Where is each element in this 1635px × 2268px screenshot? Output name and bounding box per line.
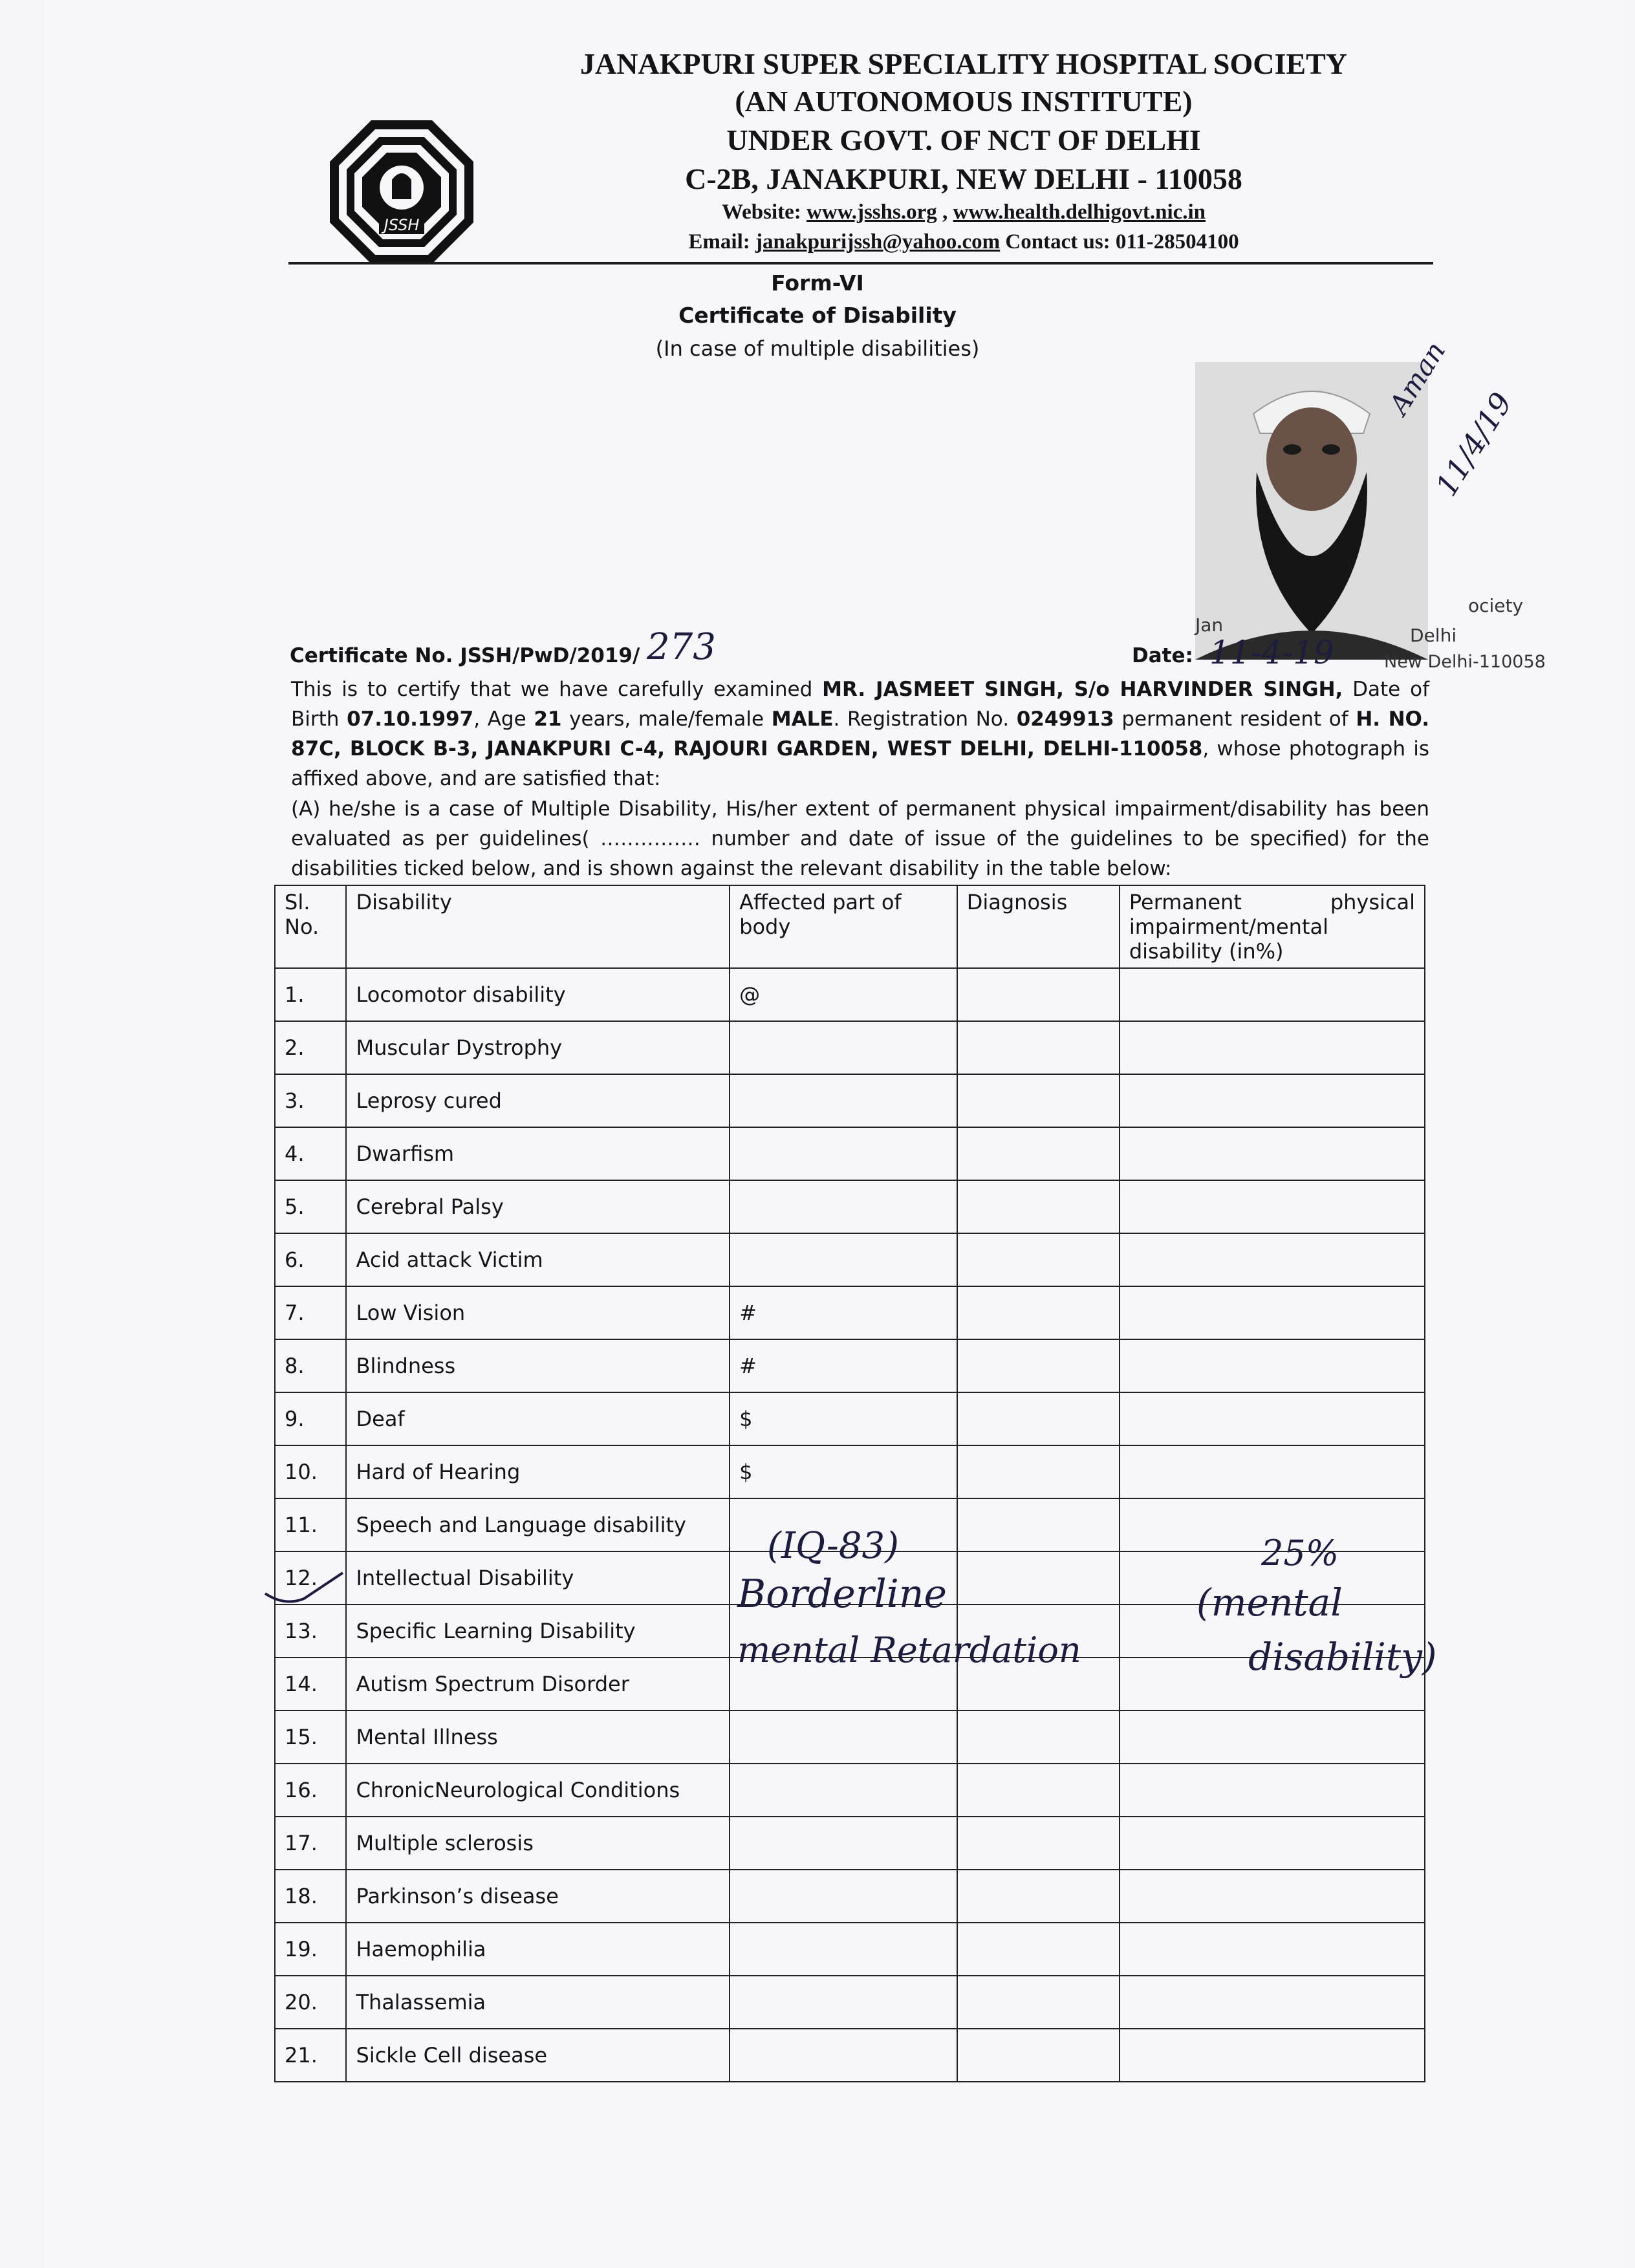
row-affected-part (730, 1127, 957, 1180)
certificate-number-label: Certificate No. JSSH/PwD/2019/ (290, 644, 640, 667)
row-disability: Dwarfism (346, 1127, 730, 1180)
institute-type: (AN AUTONOMOUS INSTITUTE) (735, 85, 1193, 118)
row-number: 6. (275, 1233, 346, 1286)
row-number: 1. (275, 968, 346, 1021)
row-affected-part (730, 1233, 957, 1286)
row-disability: Cerebral Palsy (346, 1180, 730, 1233)
table-row (275, 1445, 1425, 1498)
row-diagnosis (957, 968, 1120, 1021)
disability-table (274, 885, 1425, 2082)
row-disability: Thalassemia (346, 1976, 730, 2029)
header-divider (288, 262, 1433, 265)
row-number: 11. (275, 1498, 346, 1551)
gender: MALE (771, 707, 834, 731)
row-number: 12. (275, 1551, 346, 1604)
table-header-row (275, 885, 1425, 968)
row-number: 8. (275, 1339, 346, 1392)
table-row (275, 1870, 1425, 1923)
row-disability: ChronicNeurological Conditions (346, 1764, 730, 1817)
certificate-number-value: 273 (647, 626, 716, 668)
stamp-text-3: New Delhi-110058 (1384, 652, 1546, 672)
p1-text-a: This is to certify that we have carefully examined (291, 678, 823, 701)
row-impairment (1120, 2029, 1425, 2082)
row-disability: Specific Learning Disability (346, 1604, 730, 1658)
row-affected-part (730, 1976, 957, 2029)
tick-mark-icon (259, 1564, 369, 1609)
row-disability: Locomotor disability (346, 968, 730, 1021)
row-number: 7. (275, 1286, 346, 1339)
row-diagnosis (957, 1286, 1120, 1339)
row-diagnosis (957, 2029, 1120, 2082)
website-line (420, 200, 1507, 224)
header-diagnosis: Diagnosis (957, 885, 1120, 968)
registration-number: 0249913 (1016, 707, 1114, 731)
row-disability: Sickle Cell disease (346, 2029, 730, 2082)
photo-signature: Aman (1382, 336, 1452, 420)
certificate-title: Certificate of Disability (678, 303, 957, 328)
table-row (275, 1976, 1425, 2029)
row-diagnosis (957, 1498, 1120, 1551)
row-impairment (1120, 1976, 1425, 2029)
row-impairment (1120, 1392, 1425, 1445)
table-row (275, 1286, 1425, 1339)
row-disability: Blindness (346, 1339, 730, 1392)
row-number: 16. (275, 1764, 346, 1817)
row-affected-part (730, 1870, 957, 1923)
contact-text: Contact us: 011-28504100 (1005, 230, 1239, 254)
svg-text:JSSH: JSSH (384, 216, 420, 234)
row-impairment (1120, 1923, 1425, 1976)
table-row (275, 1817, 1425, 1870)
stamp-text-left: Jan (1195, 614, 1224, 636)
website-separator: , (937, 200, 953, 224)
table-row (275, 1127, 1425, 1180)
form-number: Form-VI (771, 270, 864, 296)
row-number: 4. (275, 1127, 346, 1180)
photo-signature-date: 11/4/19 (1428, 386, 1519, 502)
website-link-2[interactable]: www.health.delhigovt.nic.in (953, 200, 1206, 224)
row-disability: Haemophilia (346, 1923, 730, 1976)
address-line: C-2B, JANAKPURI, NEW DELHI - 110058 (685, 162, 1242, 195)
certificate-subtitle: (In case of multiple disabilities) (655, 336, 980, 361)
p1-text-d: years, male/female (561, 707, 772, 731)
certificate-number-row (290, 644, 640, 667)
row-affected-part (730, 1021, 957, 1074)
table-row (275, 1233, 1425, 1286)
row-impairment (1120, 1233, 1425, 1286)
row-affected-part (730, 1817, 957, 1870)
row-impairment (1120, 1074, 1425, 1127)
email-link[interactable]: janakpurijssh@yahoo.com (755, 230, 1001, 254)
row-affected-part: @ (730, 968, 957, 1021)
row-affected-part: $ (730, 1445, 957, 1498)
header-disability: Disability (346, 885, 730, 968)
row-impairment (1120, 968, 1425, 1021)
header-sl-no: Sl. No. (275, 885, 346, 968)
row-disability: Intellectual Disability (346, 1551, 730, 1604)
website-label: Website: (721, 200, 801, 224)
certification-paragraph (291, 675, 1429, 794)
row-impairment (1120, 1870, 1425, 1923)
handwritten-mental-2: disability) (1248, 1635, 1437, 1679)
row-number: 21. (275, 2029, 346, 2082)
row-diagnosis (957, 1021, 1120, 1074)
row-number: 5. (275, 1180, 346, 1233)
row-affected-part (730, 1923, 957, 1976)
row-disability: Mental Illness (346, 1711, 730, 1764)
table-row (275, 1711, 1425, 1764)
row-number: 3. (275, 1074, 346, 1127)
row-impairment (1120, 1817, 1425, 1870)
row-disability: Muscular Dystrophy (346, 1021, 730, 1074)
row-number: 10. (275, 1445, 346, 1498)
row-diagnosis (957, 1764, 1120, 1817)
row-number: 2. (275, 1021, 346, 1074)
table-row (275, 1764, 1425, 1817)
handwritten-diagnosis-1: Borderline (737, 1571, 947, 1617)
govt-line: UNDER GOVT. OF NCT OF DELHI (726, 124, 1201, 157)
row-impairment (1120, 1286, 1425, 1339)
p1-text-g: , whose photograph is affixed above, and are satisfied that: (291, 737, 1430, 790)
row-affected-part: # (730, 1339, 957, 1392)
row-diagnosis (957, 1180, 1120, 1233)
row-diagnosis (957, 1392, 1120, 1445)
table-row (275, 1339, 1425, 1392)
row-affected-part: $ (730, 1392, 957, 1445)
table-row (275, 1923, 1425, 1976)
row-diagnosis (957, 1711, 1120, 1764)
row-disability: Multiple sclerosis (346, 1817, 730, 1870)
stamp-text-1: ociety (1468, 595, 1524, 616)
age: 21 (534, 707, 562, 731)
row-number: 19. (275, 1923, 346, 1976)
table-row (275, 1180, 1425, 1233)
email-label: Email: (688, 230, 750, 254)
handwritten-iq: (IQ-83) (767, 1525, 899, 1567)
row-diagnosis (957, 1551, 1120, 1604)
row-impairment (1120, 1764, 1425, 1817)
row-number: 17. (275, 1817, 346, 1870)
row-number: 15. (275, 1711, 346, 1764)
row-impairment (1120, 1127, 1425, 1180)
p1-text-c: , Age (473, 707, 534, 731)
row-disability: Hard of Hearing (346, 1445, 730, 1498)
row-diagnosis (957, 1074, 1120, 1127)
table-row (275, 2029, 1425, 2082)
row-affected-part (730, 1074, 957, 1127)
handwritten-mental-1: (mental (1196, 1581, 1343, 1625)
row-affected-part: # (730, 1286, 957, 1339)
row-impairment (1120, 1339, 1425, 1392)
header-impairment: Permanent physical impairment/mental disability (in%) (1120, 885, 1425, 968)
row-disability: Low Vision (346, 1286, 730, 1339)
row-disability: Speech and Language disability (346, 1498, 730, 1551)
row-disability: Deaf (346, 1392, 730, 1445)
website-link-1[interactable]: www.jsshs.org (807, 200, 937, 224)
row-affected-part (730, 1711, 957, 1764)
row-disability: Autism Spectrum Disorder (346, 1658, 730, 1711)
row-impairment (1120, 1711, 1425, 1764)
row-number: 18. (275, 1870, 346, 1923)
hospital-name: JANAKPURI SUPER SPECIALITY HOSPITAL SOCIETY (579, 47, 1347, 80)
row-diagnosis (957, 1870, 1120, 1923)
p1-text-b: Date of Birth (291, 678, 1429, 731)
table-row (275, 1392, 1425, 1445)
table-row (275, 968, 1425, 1021)
email-line (420, 230, 1507, 254)
row-diagnosis (957, 1445, 1120, 1498)
row-number: 13. (275, 1604, 346, 1658)
table-row (275, 1074, 1425, 1127)
row-impairment (1120, 1021, 1425, 1074)
row-number: 14. (275, 1658, 346, 1711)
p1-text-f: permanent resident of (1114, 707, 1356, 731)
stamp-text-2: Delhi (1410, 625, 1457, 646)
table-row (275, 1021, 1425, 1074)
header-affected-part: Affected part of body (730, 885, 957, 968)
row-affected-part (730, 1764, 957, 1817)
row-diagnosis (957, 1127, 1120, 1180)
row-affected-part (730, 1180, 957, 1233)
handwritten-diagnosis-2: mental Retardation (737, 1630, 1081, 1670)
p1-text-e: . Registration No. (833, 707, 1017, 731)
row-disability: Parkinson’s disease (346, 1870, 730, 1923)
date-value: 11-4-19 (1209, 634, 1334, 671)
row-affected-part (730, 2029, 957, 2082)
handwritten-percent: 25% (1261, 1533, 1339, 1573)
row-number: 20. (275, 1976, 346, 2029)
row-number: 9. (275, 1392, 346, 1445)
row-diagnosis (957, 1976, 1120, 2029)
date-label: Date: (1132, 644, 1193, 667)
row-disability: Acid attack Victim (346, 1233, 730, 1286)
row-diagnosis (957, 1817, 1120, 1870)
evaluation-paragraph: (A) he/she is a case of Multiple Disability, His/her extent of permanent physical impairment/disability has been evaluated as per guidelines( …………… number and date of issue of the guidelines to be specified) for the disabilities ticked below, and is shown against the relevant disability in the table below: (291, 797, 1429, 880)
address: H. NO. 87C, BLOCK B-3, JANAKPURI C-4, RAJOURI GARDEN, WEST DELHI, DELHI-110058 (291, 707, 1430, 761)
row-impairment (1120, 1445, 1425, 1498)
row-impairment (1120, 1180, 1425, 1233)
row-disability: Leprosy cured (346, 1074, 730, 1127)
patient-name: MR. JASMEET SINGH, S/o HARVINDER SINGH, (822, 678, 1343, 701)
row-diagnosis (957, 1339, 1120, 1392)
row-diagnosis (957, 1923, 1120, 1976)
row-diagnosis (957, 1233, 1120, 1286)
date-of-birth: 07.10.1997 (347, 707, 474, 731)
